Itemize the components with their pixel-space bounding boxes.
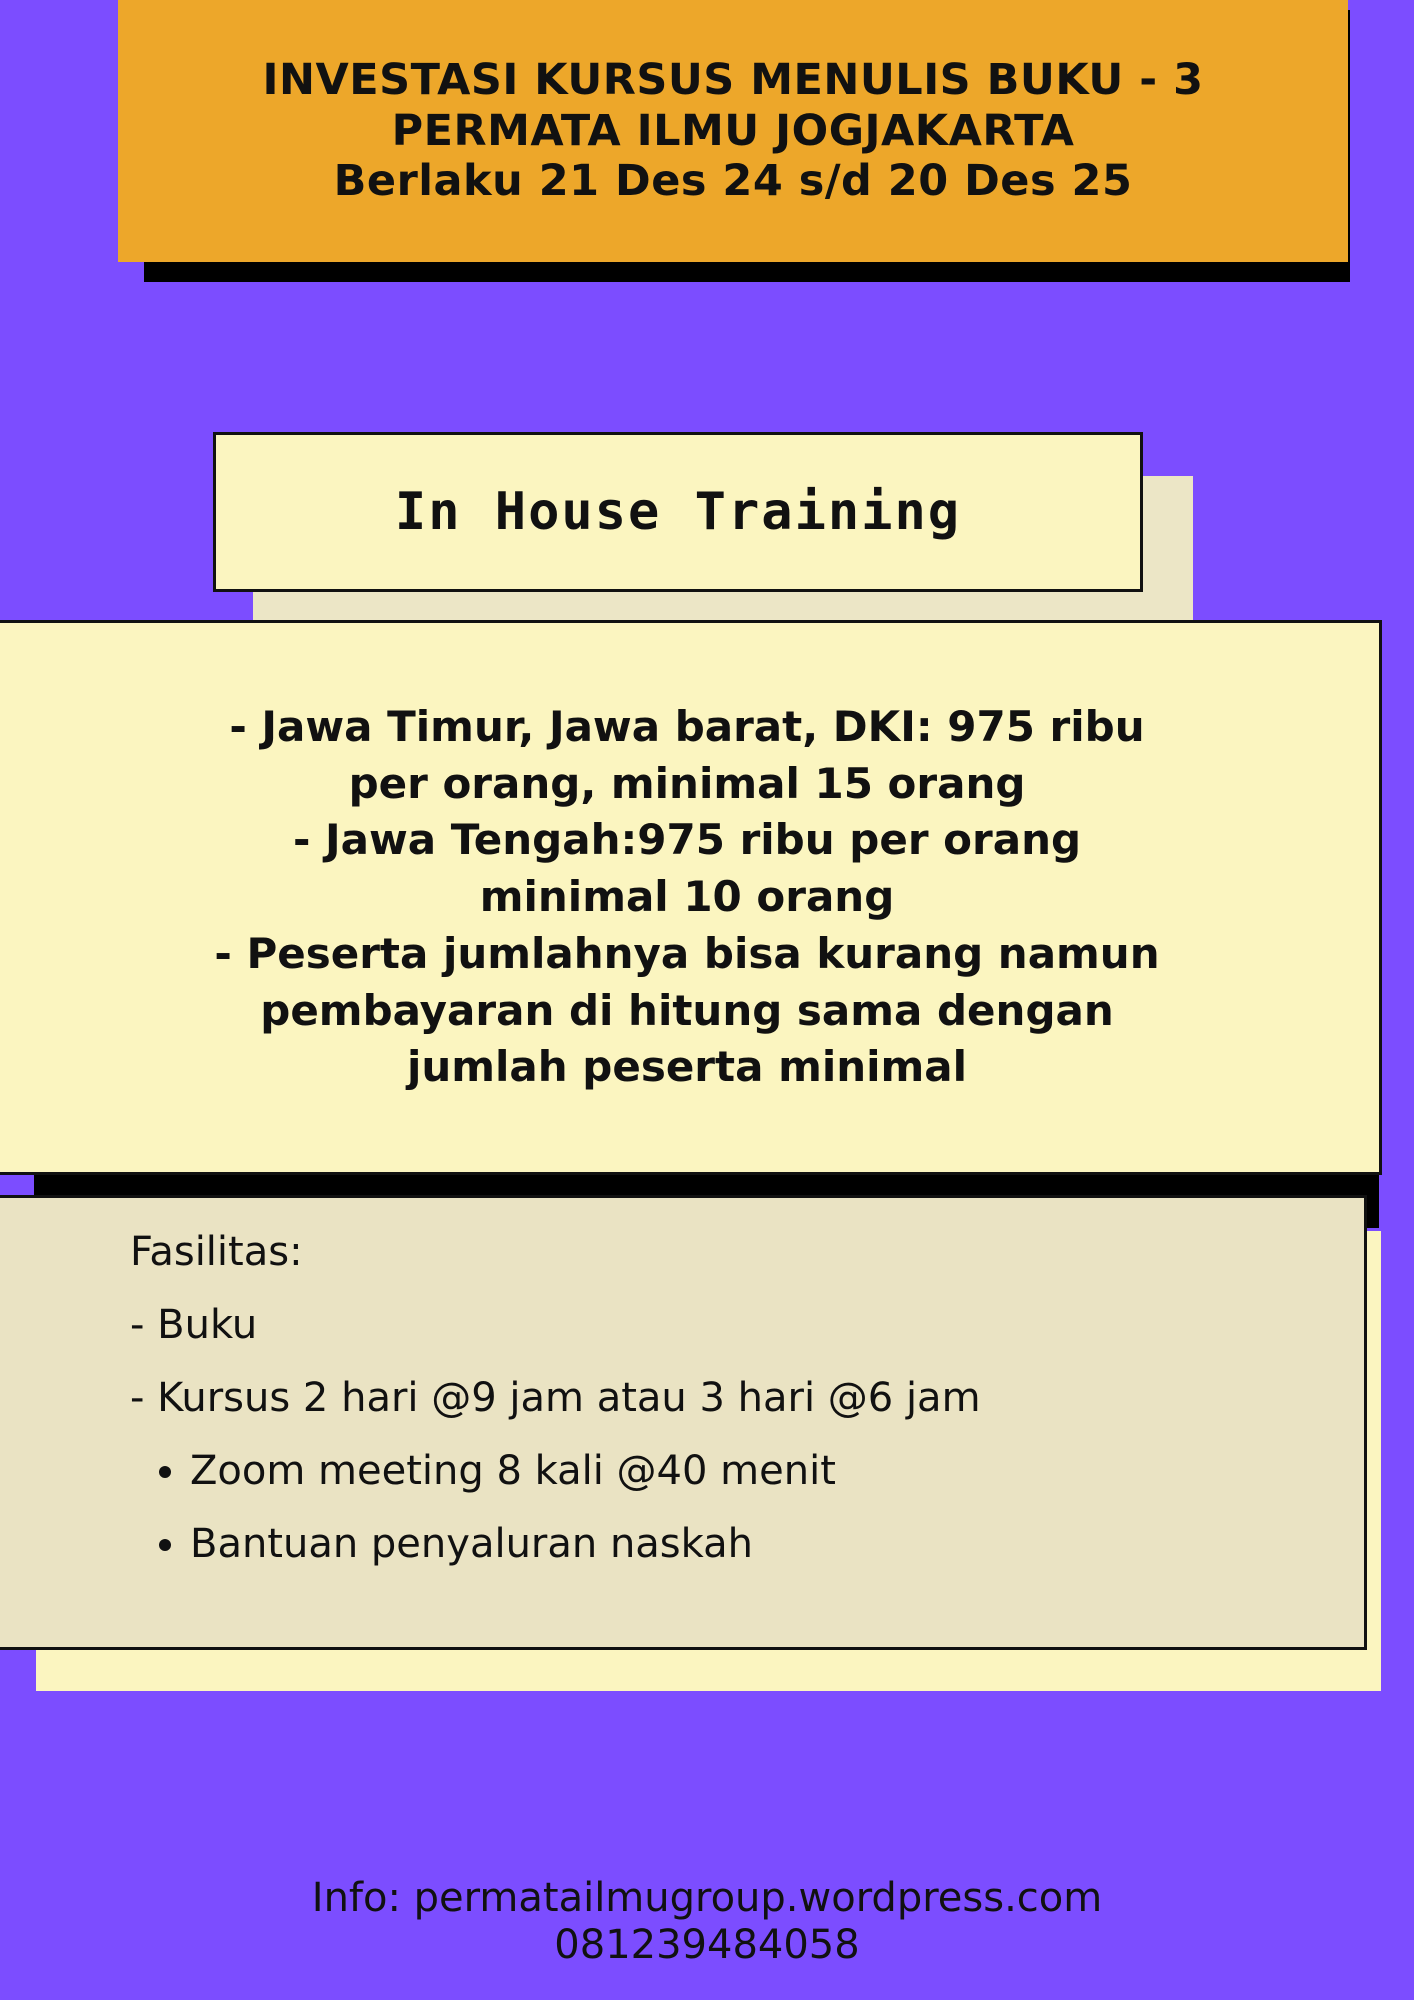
footer-info-url: Info: permatailmugroup.wordpress.com bbox=[311, 1875, 1103, 1921]
pricing-line: minimal 10 orang bbox=[479, 872, 895, 922]
pricing-block bbox=[0, 620, 1392, 1175]
training-title-text: In House Training bbox=[394, 482, 962, 542]
footer-phone: 081239484058 bbox=[554, 1922, 860, 1969]
pricing-line: per orang, minimal 15 orang bbox=[348, 758, 1026, 808]
pricing-line: pembayaran di hitung sama dengan bbox=[260, 985, 1114, 1035]
header-title-line-2: PERMATA ILMU JOGJAKARTA bbox=[391, 105, 1075, 156]
header-block bbox=[118, 0, 1348, 262]
training-title-card bbox=[213, 432, 1143, 592]
facilities-card bbox=[0, 1195, 1367, 1650]
facilities-item: - Kursus 2 hari @9 jam atau 3 hari @6 jam bbox=[130, 1375, 981, 1421]
header-validity-line: Berlaku 21 Des 24 s/d 20 Des 25 bbox=[333, 156, 1133, 207]
pricing-line: - Jawa Timur, Jawa barat, DKI: 975 ribu bbox=[229, 702, 1145, 752]
header-title-line-1: INVESTASI KURSUS MENULIS BUKU - 3 bbox=[262, 54, 1204, 105]
facilities-item: - Buku bbox=[130, 1302, 258, 1348]
header-card bbox=[118, 0, 1348, 262]
facilities-bullet-list bbox=[130, 1448, 1364, 1567]
footer-block bbox=[0, 1875, 1414, 1969]
pricing-line: jumlah peserta minimal bbox=[406, 1042, 968, 1092]
facilities-bullet: • Zoom meeting 8 kali @40 menit bbox=[190, 1451, 1364, 1491]
facilities-heading: Fasilitas: bbox=[130, 1229, 303, 1275]
pricing-line: - Peserta jumlahnya bisa kurang namun bbox=[214, 928, 1160, 978]
pricing-line: - Jawa Tengah:975 ribu per orang bbox=[292, 815, 1082, 865]
facilities-bullet: • Bantuan penyaluran naskah bbox=[190, 1524, 1364, 1564]
training-title-block bbox=[213, 432, 1193, 592]
facilities-block bbox=[0, 1195, 1392, 1650]
pricing-card bbox=[0, 620, 1382, 1175]
